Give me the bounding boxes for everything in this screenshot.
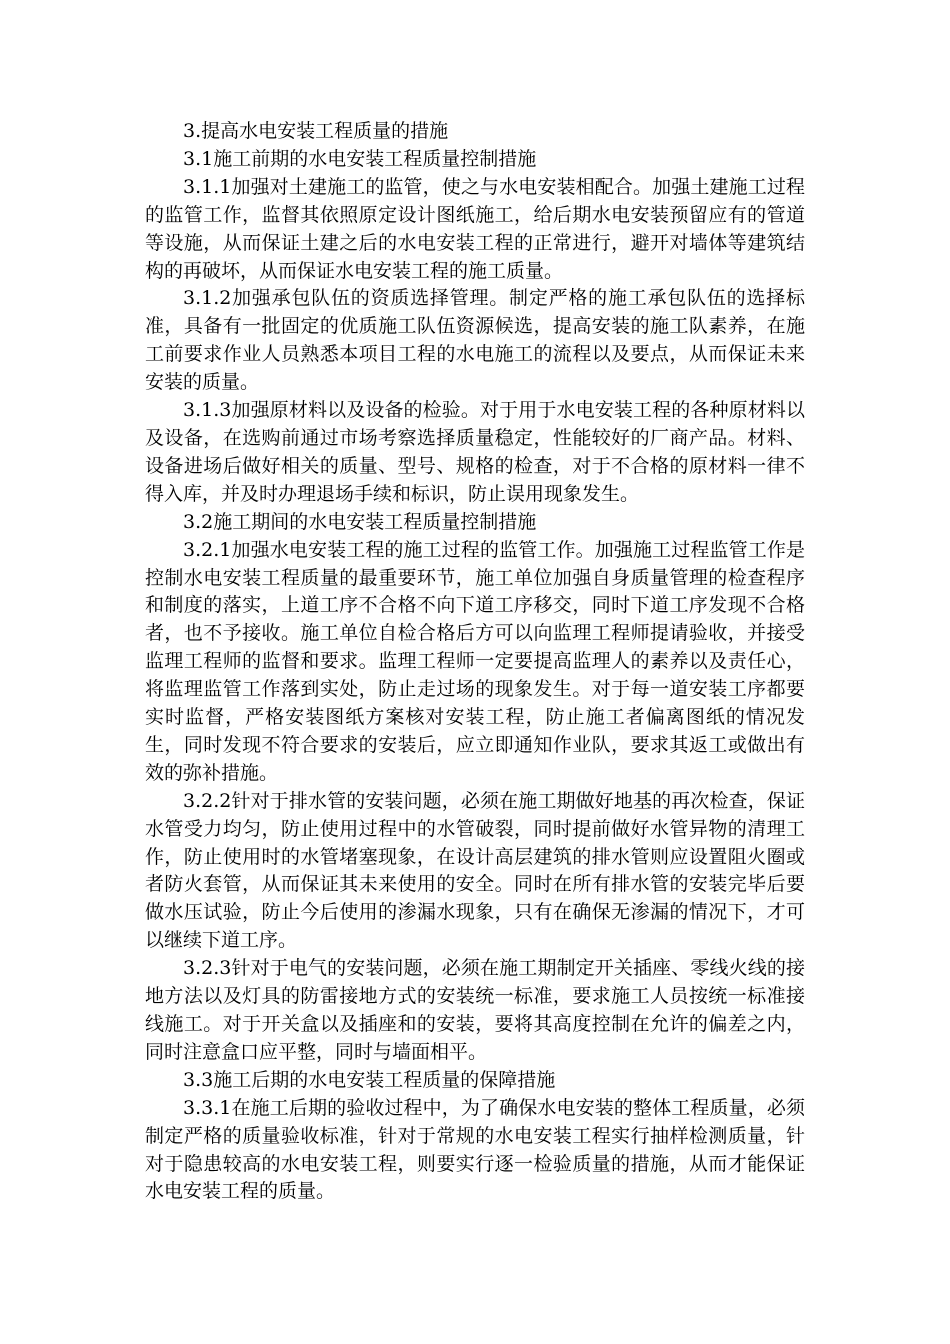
paragraph-3-2-1: 3.2.1加强水电安装工程的施工过程的监管工作。加强施工过程监管工作是控制水电安装工程质量的最重要环节，施工单位加强自身质量管理的检查程序和制度的落实，上道工序不合格不向下道工序移交，同时下道工序发现不合格者，也不予接收。施工单位自检合格后方可以向监理工程师提请验收，并接受监理工程师的监督和要求。监理工程师一定要提高监理人的素养以及责任心，将监理监管工作落到实处，防止走过场的现象发生。对于每一道安装工序都要实时监督，严格安装图纸方案核对安装工程，防止施工者偏离图纸的情况发生，同时发现不符合要求的安装后，应立即通知作业队，要求其返工或做出有效的弥补措施。 [145, 538, 805, 784]
paragraph-3-1-2: 3.1.2加强承包队伍的资质选择管理。制定严格的施工承包队伍的选择标准，具备有一批固定的优质施工队伍资源候选，提高安装的施工队素养，在施工前要求作业人员熟悉本项目工程的水电施工的流程以及要点，从而保证未来安装的质量。 [145, 287, 805, 394]
subsection-heading-3-1: 3.1施工前期的水电安装工程质量控制措施 [183, 147, 537, 170]
paragraph-3-3-1: 3.3.1在施工后期的验收过程中，为了确保水电安装的整体工程质量，必须制定严格的质量验收标准，针对于常规的水电安装工程实行抽样检测质量，针对于隐患较高的水电安装工程，则要实行逐一检验质量的措施，从而才能保证水电安装工程的质量。 [145, 1096, 805, 1203]
paragraph-3-2-3: 3.2.3针对于电气的安装问题，必须在施工期制定开关插座、零线火线的接地方法以及灯具的防雷接地方式的安装统一标准，要求施工人员按统一标准接线施工。对于开关盒以及插座和的安装，要将其高度控制在允许的偏差之内，同时注意盒口应平整，同时与墙面相平。 [145, 957, 805, 1063]
paragraph-3-1-3: 3.1.3加强原材料以及设备的检验。对于用于水电安装工程的各种原材料以及设备，在选购前通过市场考察选择质量稳定，性能较好的厂商产品。材料、设备进场后做好相关的质量、型号、规格的检查，对于不合格的原材料一律不得入库，并及时办理退场手续和标识，防止误用现象发生。 [145, 399, 805, 505]
paragraph-3-1-1: 3.1.1加强对土建施工的监管，使之与水电安装相配合。加强土建施工过程的监管工作，监督其依照原定设计图纸施工，给后期水电安装预留应有的管道等设施，从而保证土建之后的水电安装工程的正常进行，避开对墙体等建筑结构的再破坏，从而保证水电安装工程的施工质量。 [145, 175, 805, 282]
subsection-heading-3-3: 3.3施工后期的水电安装工程质量的保障措施 [183, 1068, 556, 1091]
paragraph-3-2-2: 3.2.2针对于排水管的安装问题，必须在施工期做好地基的再次检查，保证水管受力均匀，防止使用过程中的水管破裂，同时提前做好水管异物的清理工作，防止使用时的水管堵塞现象，在设计高层建筑的排水管则应设置阻火圈或者防火套管，从而保证其未来使用的安全。同时在所有排水管的安装完毕后要做水压试验，防止今后使用的渗漏水现象，只有在确保无渗漏的情况下，才可以继续下道工序。 [145, 789, 805, 952]
section-heading-3: 3.提高水电安装工程质量的措施 [183, 120, 449, 142]
document-body [145, 118, 805, 1206]
subsection-heading-3-2: 3.2施工期间的水电安装工程质量控制措施 [183, 510, 537, 533]
